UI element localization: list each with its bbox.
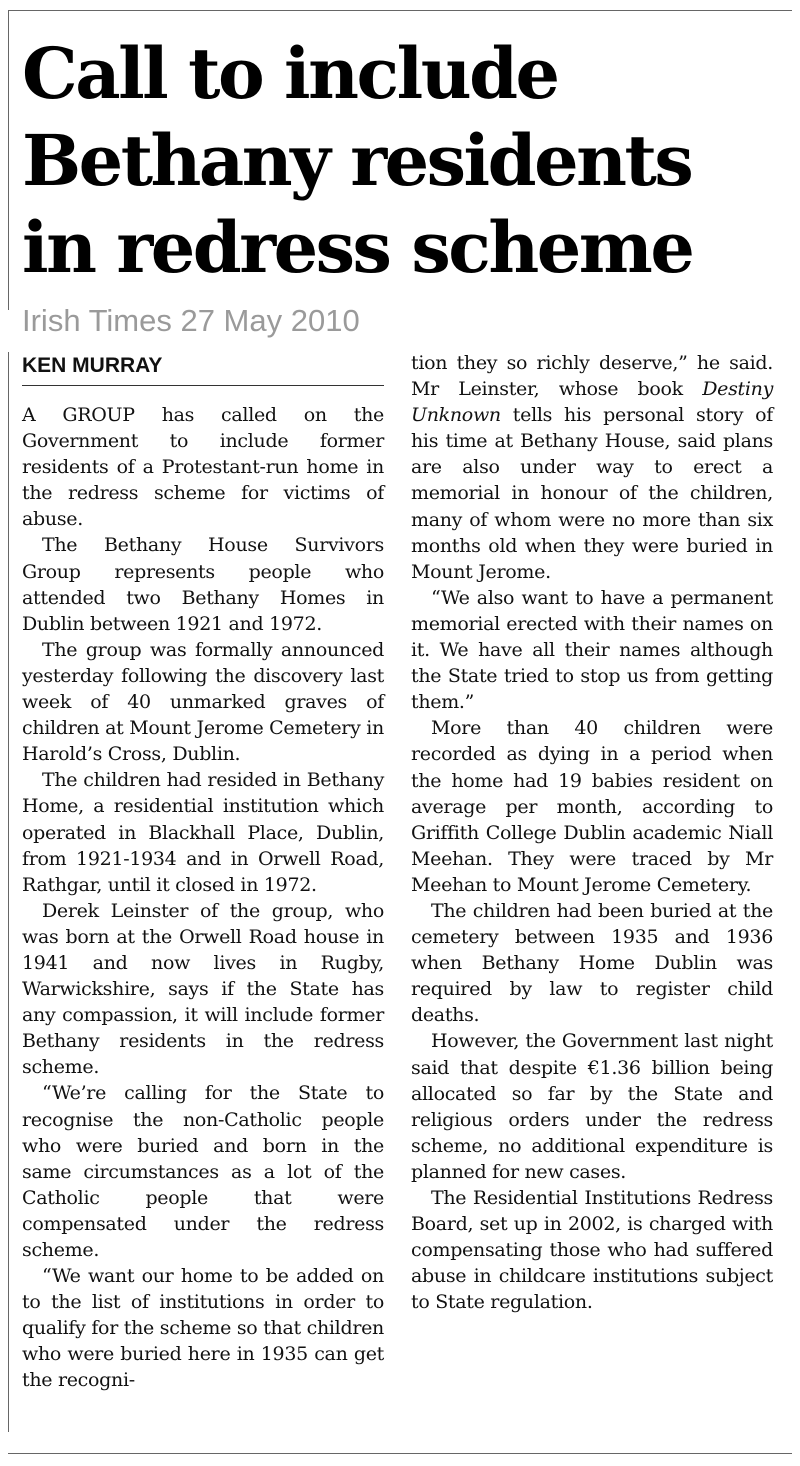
paragraph: More than 40 children were recorded as dying in a period when the home had 19 babies resident on average per month, according to Griffith College Dublin academic Niall Meehan. They were traced by Mr Meehan to Mount Jerome Cemetery. [411,717,773,896]
article-column-1 [22,402,384,1394]
paragraph-continued [411,350,773,585]
paragraph: “We want our home to be added on to the list of institutions in order to qualify for the scheme so that children who were buried here in 1935 can get the recogni- [22,1265,384,1392]
paragraph: “We’re calling for the State to recognise the non-Catholic people who were buried and born in the same circumstances as a lot of the Catholic people that were compensated under the redress scheme. [22,1082,384,1261]
continued-text-end: tells his personal story of his time at Bethany House, said plans are also under way to erect a memorial in honour of the children, many of whom were no more than six months old when they were buried in Mount Jerome. [411,404,773,583]
bottom-border-rule [8,1453,792,1454]
article-column-2 [411,350,773,1315]
byline: KEN MURRAY [22,352,384,386]
headline [22,30,792,291]
book-title: Destiny Unknown [411,378,773,427]
headline-line-3: in redress scheme [22,206,693,289]
left-border-rule-lower [8,352,9,1432]
paragraph: “We also want to have a permanent memorial erected with their names on it. We have all their names although the State tried to stop us from getting them.” [411,586,773,714]
paragraph: The children had resided in Bethany Home, a residential institution which operated in Blackhall Place, Dublin, from 1921-1934 and in Orwell Road, Rathgar, until it closed in 1972. [22,769,384,896]
continued-text: tion they so richly deserve,” he said. Mr Leinster, whose book [411,352,773,401]
paragraph: The children had been buried at the cemetery between 1935 and 1936 when Bethany Home Dublin was required by law to register child deaths. [411,899,773,1027]
left-border-rule [8,10,9,310]
paragraph: However, the Government last night said that despite €1.36 billion being allocated so far by the State and religious orders under the redress scheme, no additional expenditure is planned for new cases. [411,1030,773,1183]
source-caption: Irish Times 27 May 2010 [22,303,360,338]
paragraph: Derek Leinster of the group, who was born at the Orwell Road house in 1941 and now lives in Rugby, Warwickshire, says if the State has any compassion, it will include former Bethany residents in the redress scheme. [22,899,384,1079]
paragraph: The group was formally announced yesterday following the discovery last week of 40 unmarked graves of children at Mount Jerome Cemetery in Harold’s Cross, Dublin. [22,638,384,766]
paragraph: The Bethany House Survivors Group represents people who attended two Bethany Homes in Dublin between 1921 and 1972. [22,534,384,635]
top-border-rule [8,10,792,11]
paragraph: A GROUP has called on the Government to include former residents of a Protestant-run home in the redress scheme for victims of abuse. [22,404,384,531]
headline-line-1: Call to include [22,32,558,115]
paragraph: The Residential Institutions Redress Board, set up in 2002, is charged with compensating those who had suffered abuse in childcare institutions subject to State regulation. [411,1187,773,1314]
headline-line-2: Bethany residents [22,119,692,202]
